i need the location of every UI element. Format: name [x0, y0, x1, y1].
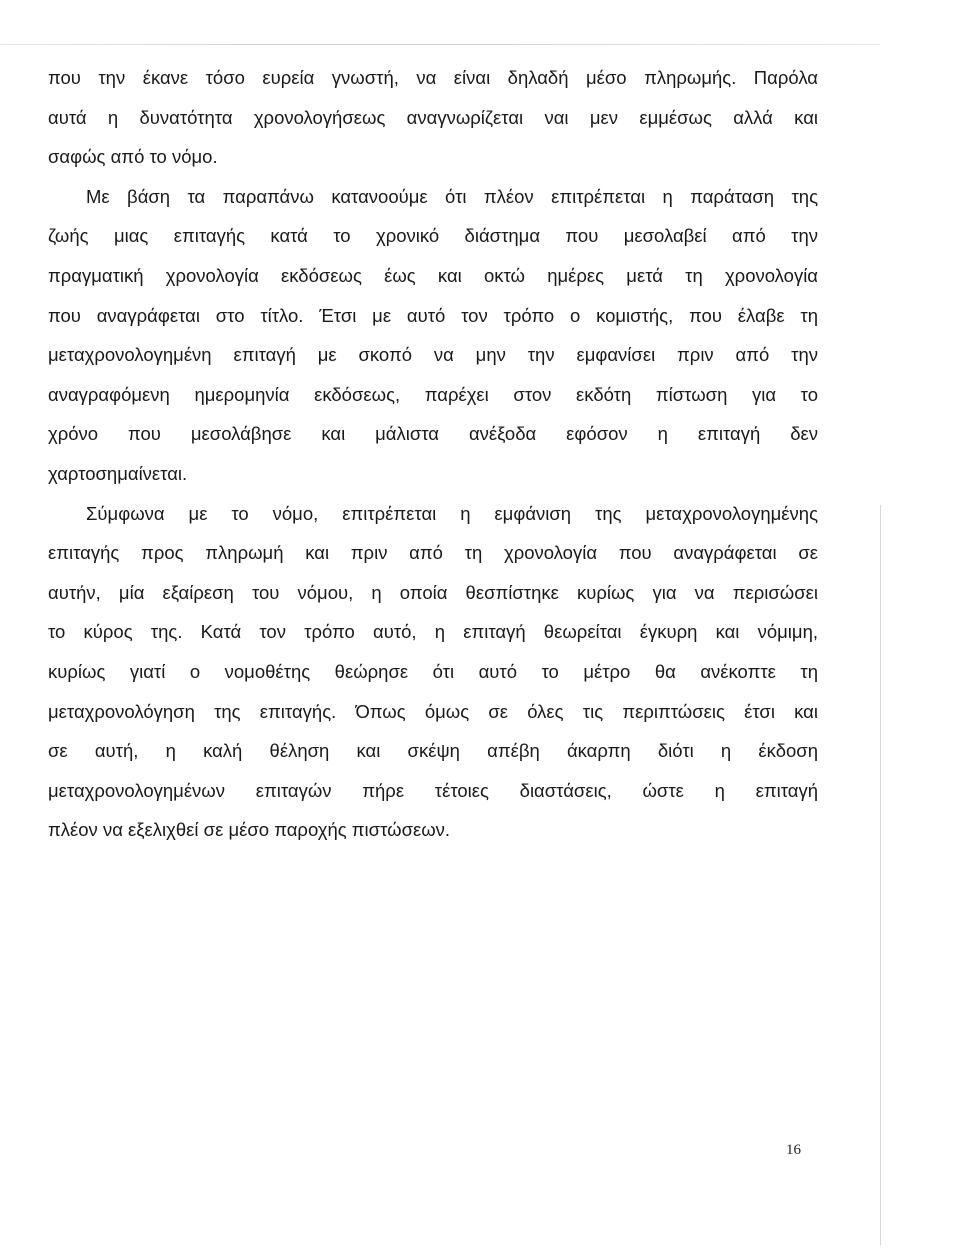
text-line: πραγματική χρονολογία εκδόσεως έως και οκτώ ημέρες μετά τη χρονολογία [48, 264, 818, 286]
text-line: αναγραφόμενη ημερομηνία εκδόσεως, παρέχει στον εκδότη πίστωση για το [48, 383, 818, 405]
text-line: χαρτοσημαίνεται. [48, 462, 188, 484]
page-number: 16 [786, 1142, 801, 1158]
text-line: επιταγής προς πληρωμή και πριν από τη χρονολογία που αναγράφεται σε [48, 542, 818, 564]
text-line: μεταχρονολόγηση της επιταγής. Όπως όμως σε όλες τις περιπτώσεις έτσι και [48, 700, 818, 722]
text-line: σαφώς από το νόμο. [48, 146, 218, 168]
text-line: μεταχρονολογημένων επιταγών πήρε τέτοιες διαστάσεις, ώστε η επιταγή [48, 779, 818, 801]
text-line: που αναγράφεται στο τίτλο. Έτσι με αυτό τον τρόπο ο κομιστής, που έλαβε τη [48, 304, 818, 326]
text-line: μεταχρονολογημένη επιταγή με σκοπό να μην την εμφανίσει πριν από την [48, 344, 818, 366]
text-line: αυτά η δυνατότητα χρονολογήσεως αναγνωρίζεται ναι μεν εμμέσως αλλά και [48, 106, 818, 128]
page-right-edge [880, 505, 881, 1245]
body-text [48, 58, 818, 850]
text-line: ζωής μιας επιταγής κατά το χρονικό διάστημα που μεσολαβεί από την [48, 225, 818, 247]
text-line: πλέον να εξελιχθεί σε μέσο παροχής πιστώσεων. [48, 819, 451, 841]
paragraph-start-line: Με βάση τα παραπάνω κατανοούμε ότι πλέον επιτρέπεται η παράταση της [86, 185, 818, 207]
text-line: σε αυτή, η καλή θέληση και σκέψη απέβη άκαρπη διότι η έκδοση [48, 740, 818, 762]
text-line: χρόνο που μεσολάβησε και μάλιστα ανέξοδα εφόσον η επιταγή δεν [48, 423, 818, 445]
text-line: αυτήν, μία εξαίρεση του νόμου, η οποία θεσπίστηκε κυρίως για να περισώσει [48, 581, 818, 603]
text-line: κυρίως γιατί ο νομοθέτης θεώρησε ότι αυτό το μέτρο θα ανέκοπτε τη [48, 660, 818, 682]
page-top-edge [0, 44, 880, 45]
text-line: το κύρος της. Κατά τον τρόπο αυτό, η επιταγή θεωρείται έγκυρη και νόμιμη, [48, 621, 818, 643]
paragraph-start-line: Σύμφωνα με το νόμο, επιτρέπεται η εμφάνιση της μεταχρονολογημένης [86, 502, 818, 524]
text-line: που την έκανε τόσο ευρεία γνωστή, να είναι δηλαδή μέσο πληρωμής. Παρόλα [48, 67, 818, 88]
